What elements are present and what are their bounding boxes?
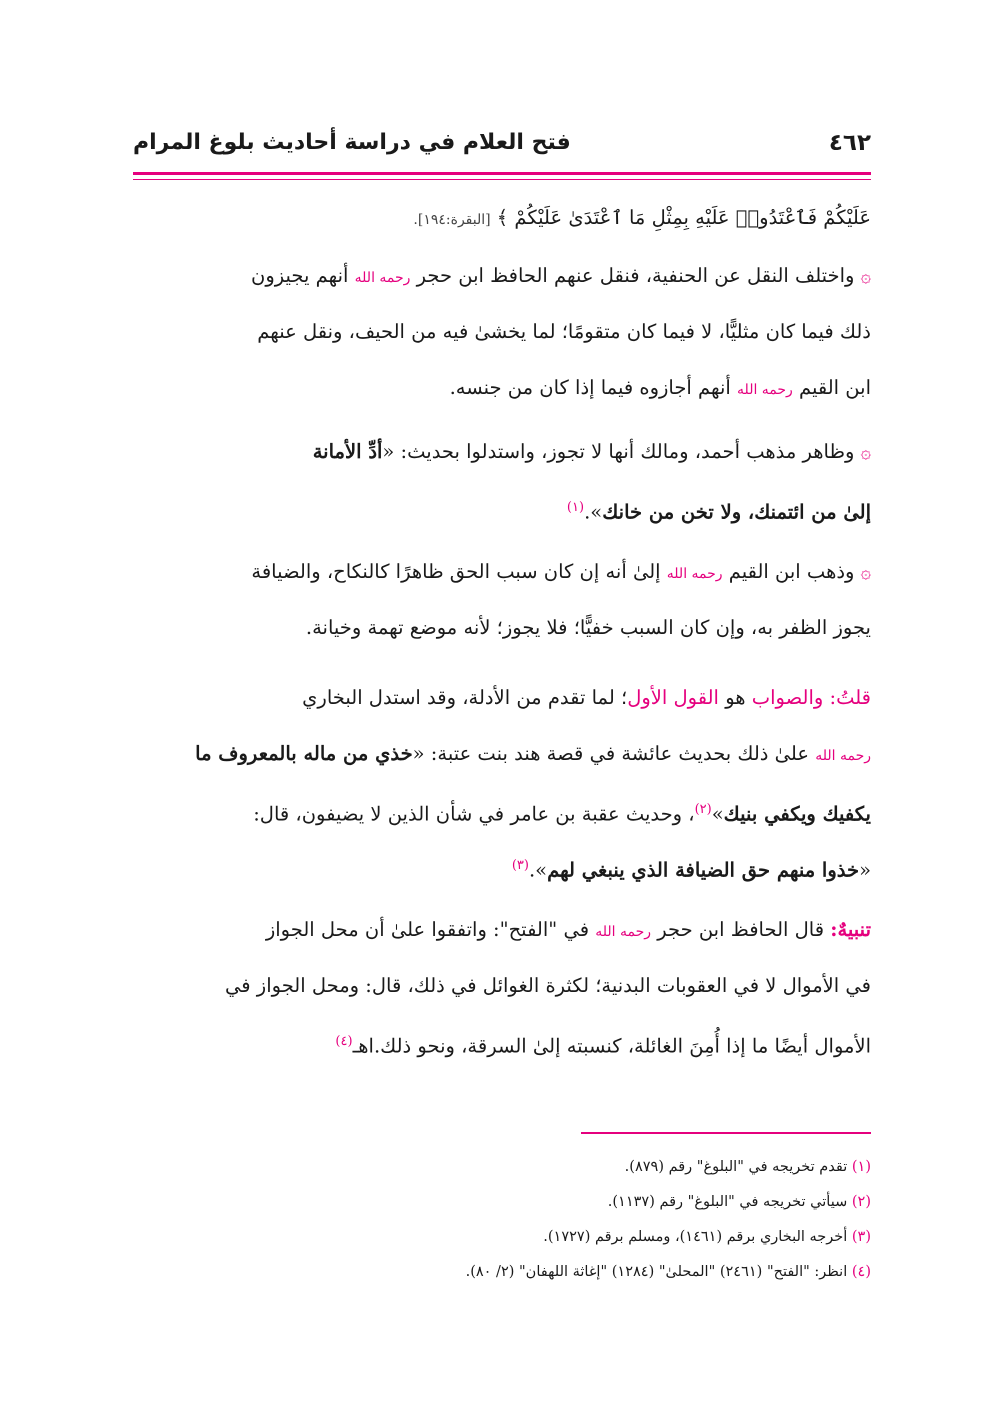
text-line: ذلك فيما كان مثليًّا، لا فيما كان متقومًا؛ لما يخشىٰ فيه من الحيف، ونقل عنهم (257, 320, 871, 343)
footnote-text: أخرجه البخاري برقم (١٤٦١)، ومسلم برقم (١٧٢٧). (543, 1229, 848, 1245)
honorific-mark: رحمه الله (815, 748, 871, 764)
footnote-number: (١) (851, 1159, 871, 1175)
flower-ornament-icon: ۞ (860, 442, 871, 463)
running-title: فتح العلام في دراسة أحاديث بلوغ المرام (133, 130, 571, 155)
text-line: تنبيهٌ: قال الحافظ ابن حجر رحمه الله في "الفتح": واتفقوا علىٰ أن محل الجواز (265, 918, 871, 941)
footnote-number: (٣) (851, 1229, 871, 1245)
paragraph-2 (133, 424, 871, 536)
footnote-text: تقدم تخريجه في "البلوغ" رقم (٨٧٩). (624, 1159, 848, 1175)
text-line: «خذوا منهم حق الضيافة الذي ينبغي لهم».$^{(٣)}$ (511, 858, 871, 882)
footnote-ref[interactable]: (٣) (511, 858, 529, 873)
header-rule-thin (133, 179, 871, 180)
hadith-text: خذوا منهم حق الضيافة الذي ينبغي لهم (547, 858, 860, 882)
footnote-item (133, 1150, 871, 1185)
text-line: قلتُ: والصواب هو القول الأول؛ لما تقدم من الأدلة، وقد استدل البخاري (302, 686, 871, 709)
footnote-text: سيأتي تخريجه في "البلوغ" رقم (١١٣٧). (607, 1194, 848, 1210)
footnote-ref[interactable]: (١) (566, 500, 585, 515)
text-line: إلىٰ من ائتمنك، ولا تخن من خانك».$^{(١)}$ (566, 500, 871, 524)
paragraph-1 (133, 248, 871, 416)
verse-text: عَلَيْكُمْ فَٱعْتَدُوا۟ عَلَيْهِ بِمِثْلِ مَا ٱعْتَدَىٰ عَلَيْكُمْ ﴾ (496, 206, 871, 229)
footnotes (133, 1150, 871, 1290)
main-text (133, 196, 871, 1070)
honorific-mark: رحمه الله (737, 382, 793, 398)
text-line: رحمه الله علىٰ ذلك بحديث عائشة في قصة هند بنت عتبة: «خذي من ماله بالمعروف ما (195, 742, 871, 765)
footnote-item (133, 1220, 871, 1255)
verse-reference: [البقرة:١٩٤]. (413, 212, 491, 228)
author-opinion-label: قلتُ: (829, 686, 871, 709)
footnote-number: (٤) (851, 1264, 871, 1280)
honorific-mark: رحمه الله (666, 566, 723, 582)
flower-ornament-icon: ۞ (860, 266, 871, 287)
hadith-text: خذي من ماله بالمعروف ما (195, 742, 413, 765)
quran-verse (133, 196, 871, 240)
page-header (133, 130, 871, 164)
footnote-text: انظر: "الفتح" (٢٤٦١) "المحلىٰ" (١٢٨٤) "إغاثة اللهفان" (٢/ ٨٠). (465, 1264, 848, 1280)
paragraph-3 (133, 544, 871, 656)
honorific-mark: رحمه الله (595, 924, 652, 940)
hadith-text: يكفيك ويكفي بنيك (723, 802, 871, 826)
text-line: ۞وذهب ابن القيم رحمه الله إلىٰ أنه إن كان سبب الحق ظاهرًا كالنكاح، والضيافة (251, 560, 871, 583)
hadith-text: إلىٰ من ائتمنك، ولا تخن من خانك (602, 500, 871, 524)
footnote-number: (٢) (851, 1194, 871, 1210)
text-line: ابن القيم رحمه الله أنهم أجازوه فيما إذا كان من جنسه. (449, 376, 871, 399)
footnote-separator (581, 1132, 871, 1134)
first-opinion-label: القول الأول (627, 686, 719, 709)
honorific-mark: رحمه الله (354, 270, 411, 286)
text-line: ۞واختلف النقل عن الحنفية، فنقل عنهم الحافظ ابن حجر رحمه الله أنهم يجيزون (251, 264, 871, 287)
page-number: ٤٦٢ (828, 130, 871, 156)
paragraph-5 (133, 902, 871, 1070)
header-rule-thick (133, 172, 871, 175)
flower-ornament-icon: ۞ (860, 562, 871, 583)
hadith-text: أدِّ الأمانة (312, 440, 383, 463)
notice-label: تنبيهٌ: (830, 918, 871, 941)
paragraph-4 (133, 670, 871, 894)
text-line: يكفيك ويكفي بنيك»$^{(٢)}$، وحديث عقبة بن عامر في شأن الذين لا يضيفون، قال: (253, 802, 871, 826)
footnote-item (133, 1185, 871, 1220)
text-line: الأموال أيضًا ما إذا أُمِنَ الغائلة، كنسبته إلىٰ السرقة، ونحو ذلك.اهـ$^{(٤)}$ (335, 1034, 871, 1058)
correct-label: والصواب (751, 686, 824, 709)
text-line: في الأموال لا في العقوبات البدنية؛ لكثرة الغوائل في ذلك، قال: ومحل الجواز في (225, 974, 871, 997)
footnote-item (133, 1255, 871, 1290)
text-line: يجوز الظفر به، وإن كان السبب خفيًّا؛ فلا يجوز؛ لأنه موضع تهمة وخيانة. (305, 616, 871, 639)
text-line: ۞وظاهر مذهب أحمد، ومالك أنها لا تجوز، واستدلوا بحديث: «أدِّ الأمانة (312, 440, 871, 463)
footnote-ref[interactable]: (٢) (694, 802, 712, 817)
footnote-ref[interactable]: (٤) (335, 1034, 353, 1049)
